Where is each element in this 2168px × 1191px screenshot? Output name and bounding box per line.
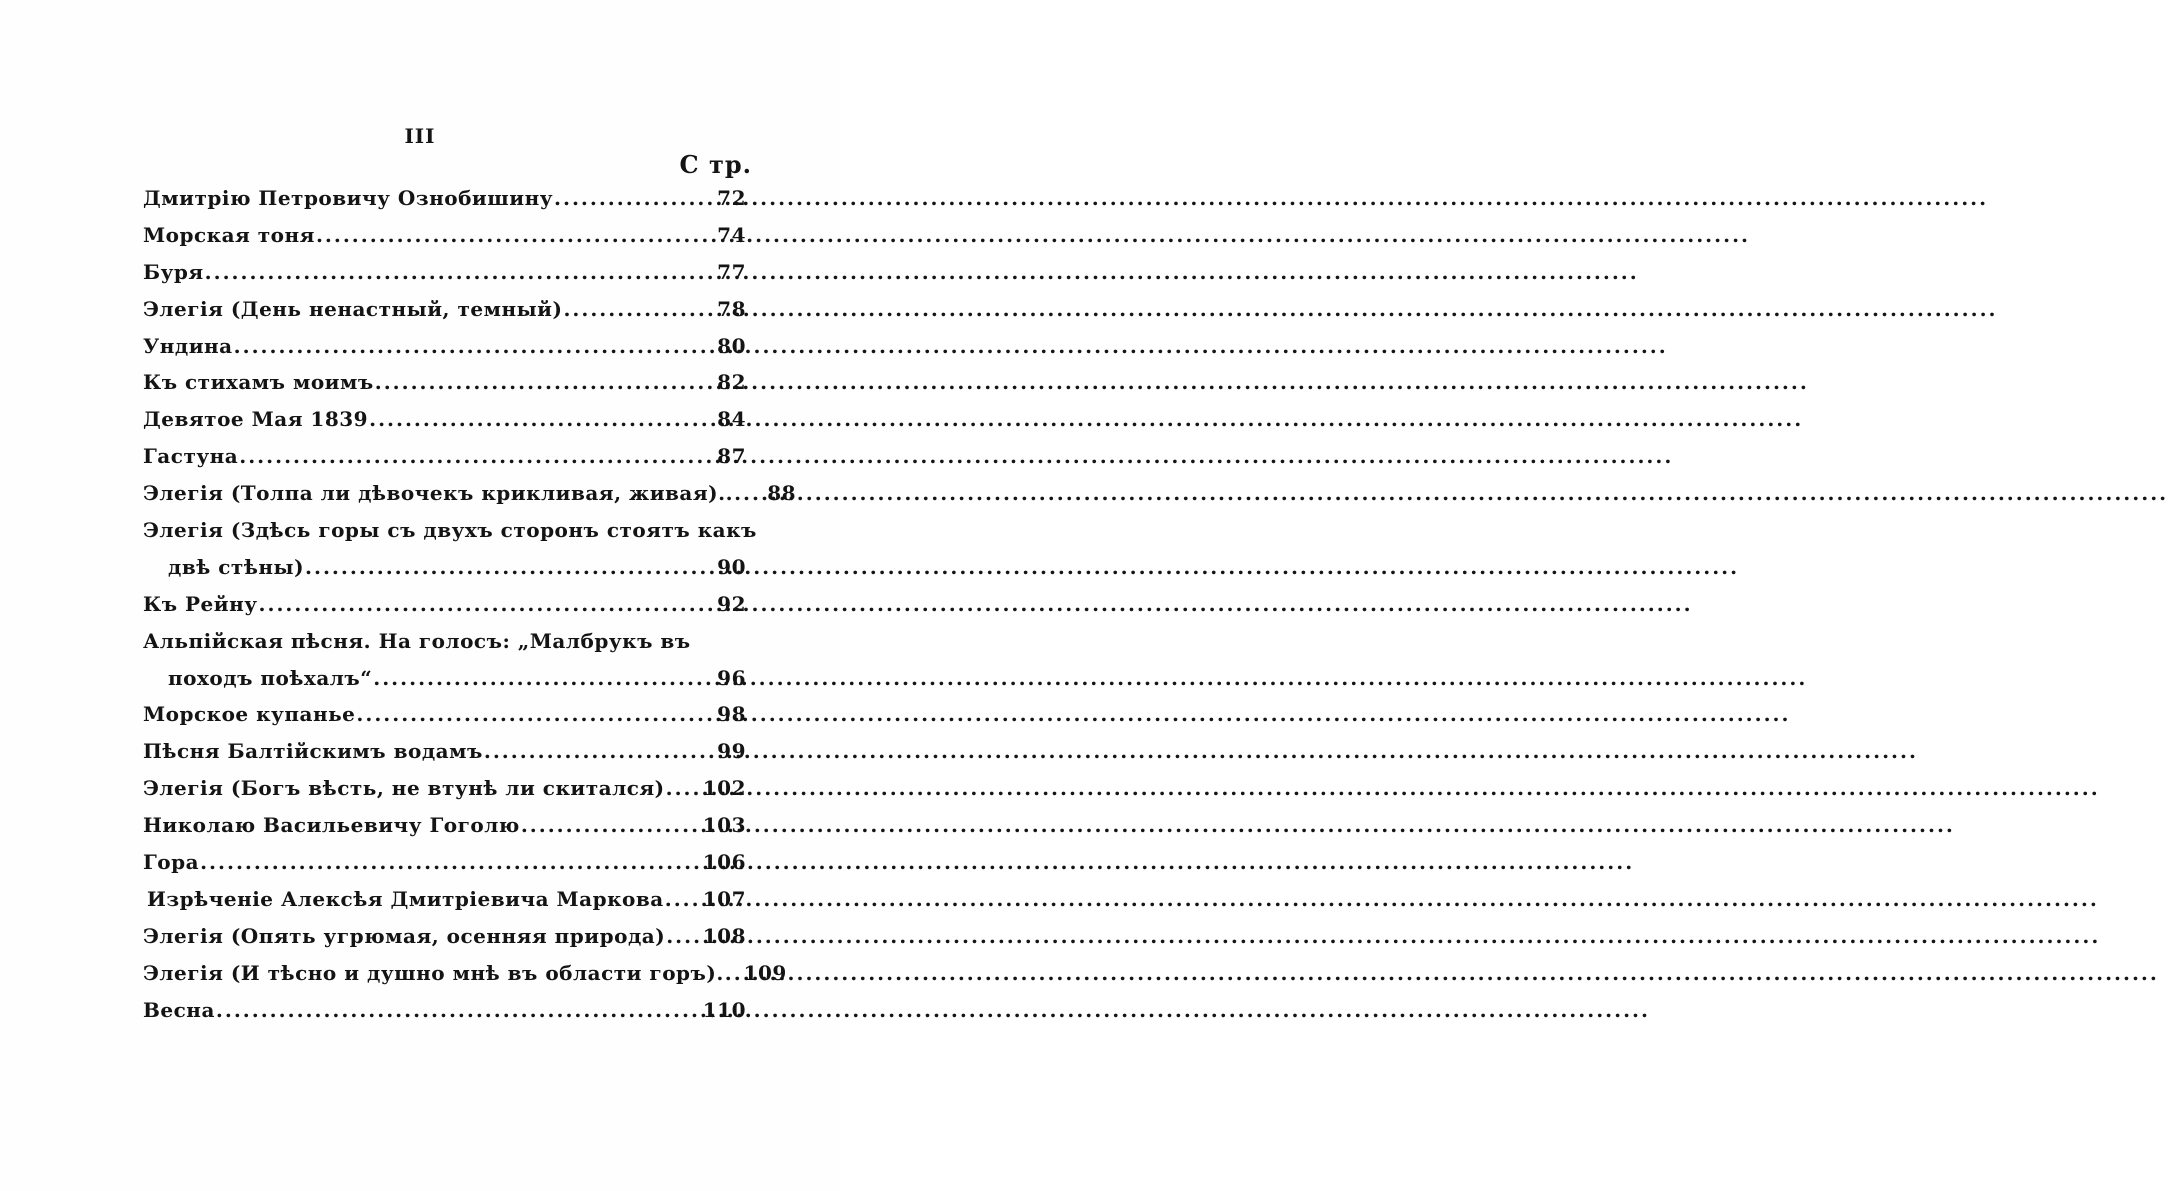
toc-dot-leader (665, 770, 698, 807)
toc-dot-leader (238, 438, 698, 475)
toc-entry-line (143, 807, 746, 844)
toc-page-number: 88 (767, 481, 797, 506)
toc-page-number: 98 (717, 702, 746, 727)
toc-dot-leader (665, 918, 698, 955)
toc-entry (143, 696, 746, 733)
toc-entry-title: Къ стихамъ моимъ (143, 370, 374, 395)
toc-entry-title: Элегія (Толпа ли дѣвочекъ крикливая, живая).. (143, 481, 734, 506)
toc-dot-leader (733, 475, 748, 512)
toc-page-number: 102 (702, 776, 746, 801)
toc-entry-title: Элегія (Богъ вѣсть, не втунѣ ли скитался) (143, 776, 665, 801)
toc-page-number: 74 (717, 222, 746, 247)
toc-entry-line (143, 438, 746, 475)
toc-page-number: 108 (702, 923, 746, 948)
toc-entry (143, 770, 746, 807)
toc-entry-line (143, 623, 746, 660)
toc-entry (143, 475, 797, 512)
toc-entry-title: Морская тоня (143, 222, 315, 247)
toc-page-number: 92 (717, 591, 746, 616)
toc-entry (143, 881, 746, 918)
page-folio: III (404, 124, 436, 148)
toc-dot-leader (215, 992, 698, 1029)
toc-entry-line (143, 254, 746, 291)
toc-entry (143, 844, 746, 881)
toc-page-number: 107 (702, 886, 746, 911)
toc-dot-leader (204, 254, 698, 291)
toc-entry-title: Элегія (День ненастный, темный) (143, 296, 563, 321)
toc-entry (143, 401, 746, 438)
toc-entry-title: Пѣсня Балтійскимъ водамъ (143, 739, 483, 764)
toc-entry-line (143, 844, 746, 881)
toc-page-number: 103 (702, 813, 746, 838)
toc-dot-leader (664, 881, 698, 918)
toc-dot-leader (304, 549, 698, 586)
toc-entry-line (143, 733, 746, 770)
toc-entry-line (143, 401, 746, 438)
toc-dot-leader (355, 696, 698, 733)
toc-entry-title: Ундина (143, 333, 233, 358)
toc-entry-line (143, 992, 746, 1029)
toc-entry-line (143, 364, 746, 401)
toc-entry-line (143, 328, 746, 365)
toc-dot-leader (199, 844, 698, 881)
toc-entry (143, 364, 746, 401)
toc-entry-title: Элегія (Опять угрюмая, осенняя природа) (143, 923, 666, 948)
toc-entry (143, 438, 746, 475)
toc-entry-line (143, 475, 797, 512)
toc-page-number: 110 (702, 997, 746, 1022)
toc-entry-title: Девятое Мая 1839 (143, 407, 369, 432)
toc-page-number: 90 (717, 554, 746, 579)
toc-dot-leader (374, 364, 698, 401)
toc-page-number: 96 (717, 665, 746, 690)
toc-entry-title: Элегія (И тѣсно и душно мнѣ въ области горъ). (143, 960, 724, 985)
toc-entry-title: Изрѣченіе Алексѣя Дмитріевича Маркова (147, 886, 664, 911)
toc-entry-line (143, 512, 757, 549)
toc-page-number: 80 (717, 333, 746, 358)
toc-entry-line (143, 180, 746, 217)
toc-page-number: 82 (717, 370, 746, 395)
toc-dot-leader (315, 217, 698, 254)
toc-entry-continuation (143, 660, 746, 697)
toc-entry-line (143, 770, 746, 807)
toc-entry-line (143, 696, 746, 733)
toc-page-number: 84 (717, 407, 746, 432)
toc-entry (143, 733, 746, 770)
toc-dot-leader (368, 401, 698, 438)
table-of-contents (143, 180, 797, 1028)
toc-page-number: 109 (743, 960, 787, 985)
toc-entry (143, 918, 746, 955)
toc-entry-continuation (143, 549, 746, 586)
toc-entry-title: двѣ стѣны) (168, 554, 305, 579)
toc-entry (143, 992, 746, 1029)
toc-page-number: 78 (717, 296, 746, 321)
toc-entry (143, 180, 746, 217)
toc-entry-line (143, 955, 787, 992)
toc-page-number: 99 (717, 739, 746, 764)
toc-dot-leader (553, 180, 698, 217)
toc-dot-leader (258, 586, 698, 623)
toc-entry-title: Весна (143, 997, 215, 1022)
toc-dot-leader (483, 733, 698, 770)
toc-entry (143, 807, 746, 844)
toc-entry (143, 328, 746, 365)
toc-entry-line (143, 217, 746, 254)
toc-entry-title: Морское купанье (143, 702, 356, 727)
toc-entry (143, 512, 757, 586)
toc-dot-leader (724, 955, 739, 992)
book-page (0, 0, 840, 1191)
toc-entry-line (143, 586, 746, 623)
toc-dot-leader (520, 807, 698, 844)
toc-entry-line (143, 918, 746, 955)
toc-entry-title: Гора (143, 850, 200, 875)
toc-page-number: 87 (717, 444, 746, 469)
toc-entry-title: Буря (143, 259, 204, 284)
toc-entry (143, 254, 746, 291)
toc-entry (143, 586, 746, 623)
toc-entry-line (143, 881, 746, 918)
toc-entry (143, 623, 746, 697)
toc-entry-title: Къ Рейну (143, 591, 258, 616)
toc-page-number: 77 (717, 259, 746, 284)
page-column-header: С тр. (679, 150, 752, 179)
toc-entry-title: Элегія (Здѣсь горы съ двухъ сторонъ стоятъ какъ (143, 518, 757, 543)
toc-entry-title: Гастуна (143, 444, 239, 469)
toc-entry-title: походъ поѣхалъ“ (168, 665, 373, 690)
toc-entry (143, 955, 787, 992)
toc-entry-title: Альпійская пѣсня. На голосъ: „Малбрукъ въ (143, 628, 691, 653)
toc-entry (143, 217, 746, 254)
toc-page-number: 72 (717, 186, 746, 210)
toc-entry-title: Дмитрію Петровичу Ознобишину (143, 186, 554, 210)
toc-dot-leader (233, 328, 698, 365)
toc-entry-line (143, 291, 746, 328)
toc-page-number: 106 (702, 850, 746, 875)
toc-dot-leader (372, 660, 698, 697)
toc-entry (143, 291, 746, 328)
toc-dot-leader (562, 291, 698, 328)
toc-entry-title: Николаю Васильевичу Гоголю (143, 813, 520, 838)
